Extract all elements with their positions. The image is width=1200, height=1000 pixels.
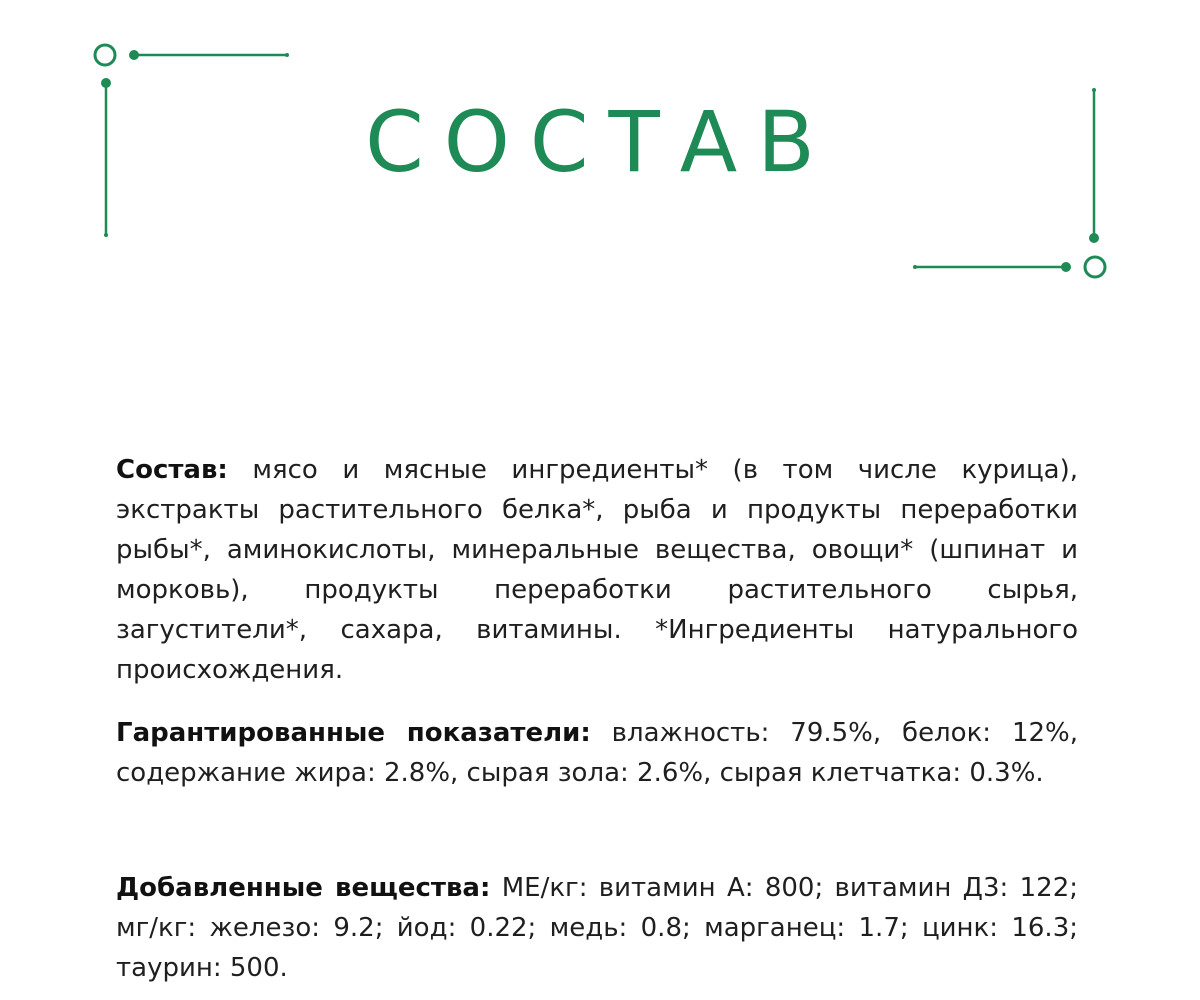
composition-label: Состав: xyxy=(116,455,228,485)
composition-paragraph xyxy=(116,450,1078,690)
guaranteed-analysis-paragraph xyxy=(116,713,1078,793)
dot-icon xyxy=(1061,262,1071,272)
ring-dot-icon xyxy=(95,45,115,65)
line-end-dot xyxy=(104,233,108,237)
line-end-dot xyxy=(913,265,917,269)
guaranteed-analysis-text: влажность: 79.5%, белок: 12%, содержание жира: 2.8%, сырая зола: 2.6%, сырая клетчатка: 0.3%. xyxy=(116,718,1078,788)
additives-label: Добавленные вещества: xyxy=(116,873,491,903)
additives-paragraph xyxy=(116,868,1078,988)
composition-text: мясо и мясные ингредиенты* (в том числе курица), экстракты растительного белка*, рыба и продукты переработки рыбы*, аминокислоты, минеральные вещества, овощи* (шпинат и морковь), продукты переработки растительного сырья, загустители*, сахара, витамины. *Ингредиенты натурального происхождения. xyxy=(116,455,1079,685)
dot-icon xyxy=(1089,233,1099,243)
line-end-dot xyxy=(1092,88,1096,92)
guaranteed-analysis-label: Гарантированные показатели: xyxy=(116,718,591,748)
additives-text: МЕ/кг: витамин А: 800; витамин Д3: 122; мг/кг: железо: 9.2; йод: 0.22; медь: 0.8; марганец: 1.7; цинк: 16.3; таурин: 500. xyxy=(116,873,1079,983)
ring-dot-icon xyxy=(1085,257,1105,277)
line-end-dot xyxy=(285,53,289,57)
page-title: СОСТАВ xyxy=(365,93,835,191)
